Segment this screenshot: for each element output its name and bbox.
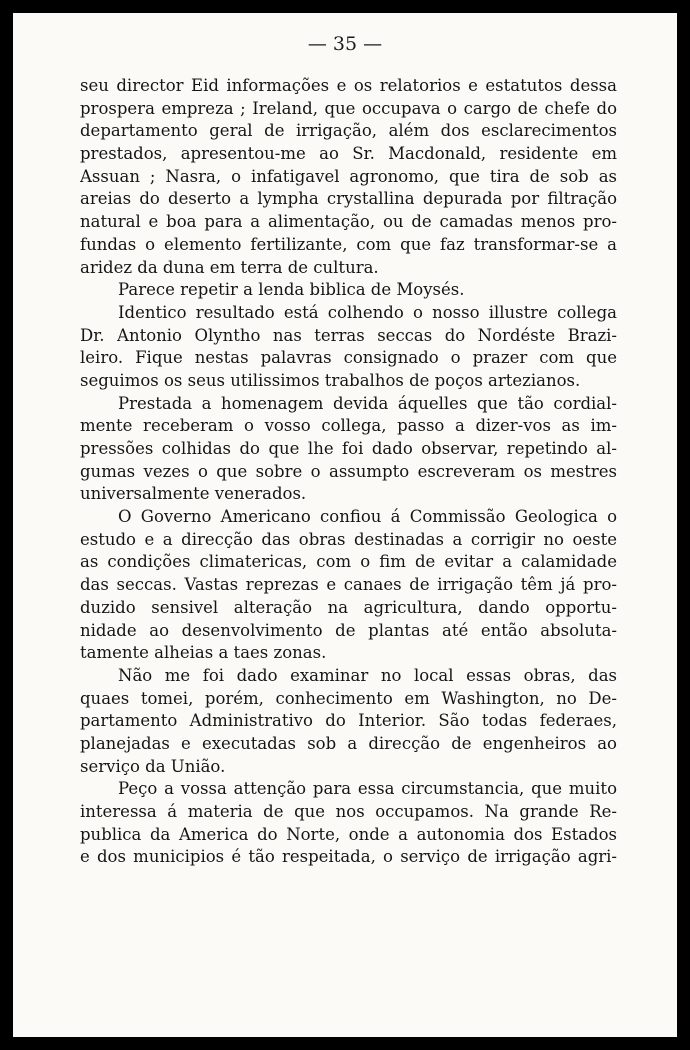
- book-page: [13, 13, 677, 1037]
- text-line: quaes tomei, porém, conhecimento em Washington, no De-: [80, 688, 617, 708]
- text-line: partamento Administrativo do Interior. São todas federaes,: [80, 711, 617, 731]
- text-line: Peço a vossa attenção para essa circumstancia, que muito: [118, 779, 617, 799]
- page-number: — 35 —: [307, 33, 383, 55]
- text-line: leiro. Fique nestas palavras consignado o prazer com que: [80, 348, 617, 368]
- text-line: mente receberam o vosso collega, passo a dizer-vos as im-: [80, 416, 617, 436]
- text-line: gumas vezes o que sobre o assumpto escreveram os mestres: [80, 461, 617, 481]
- text-line: nidade ao desenvolvimento de plantas até então absoluta-: [80, 620, 617, 640]
- text-line: O Governo Americano confiou á Commissão Geologica o: [118, 507, 617, 527]
- text-line: fundas o elemento fertilizante, com que faz transformar-se a: [80, 234, 617, 254]
- text-line: Parece repetir a lenda biblica de Moysés.: [118, 280, 465, 300]
- text-line: Prestada a homenagem devida áquelles que tão cordial-: [118, 393, 617, 413]
- text-line: estudo e a direcção das obras destinadas a corrigir no oeste: [80, 529, 617, 549]
- text-line: natural e boa para a alimentação, ou de camadas menos pro-: [80, 212, 617, 232]
- text-line: Assuan ; Nasra, o infatigavel agronomo, que tira de sob as: [80, 166, 617, 186]
- text-line: prospera empreza ; Ireland, que occupava o cargo de chefe do: [80, 98, 617, 118]
- text-line: duzido sensivel alteração na agricultura, dando opportu-: [80, 597, 617, 617]
- text-line: Identico resultado está colhendo o nosso illustre collega: [118, 302, 617, 322]
- text-line: tamente alheias a taes zonas.: [80, 643, 327, 663]
- text-line: as condições climatericas, com o fim de evitar a calamidade: [80, 552, 617, 572]
- text-line: planejadas e executadas sob a direcção de engenheiros ao: [80, 733, 617, 753]
- text-line: Dr. Antonio Olyntho nas terras seccas do Nordéste Brazi-: [80, 325, 617, 345]
- text-line: interessa á materia de que nos occupamos. Na grande Re-: [80, 802, 617, 821]
- text-line: serviço da União.: [80, 756, 226, 776]
- text-line: e dos municipios é tão respeitada, o serviço de irrigação agri-: [80, 847, 617, 867]
- body-text: [80, 75, 617, 869]
- text-line: seu director Eid informações e os relatorios e estatutos dessa: [80, 76, 617, 95]
- text-line: pressões colhidas do que lhe foi dado observar, repetindo al-: [80, 439, 617, 458]
- text-line: seguimos os seus utilissimos trabalhos de poços artezianos.: [80, 370, 581, 390]
- text-line: das seccas. Vastas reprezas e canaes de irrigação têm já pro-: [80, 575, 617, 595]
- text-line: universalmente venerados.: [80, 484, 307, 504]
- text-line: areias do deserto a lympha crystallina depurada por filtração: [80, 189, 617, 209]
- text-line: publica da America do Norte, onde a autonomia dos Estados: [80, 824, 617, 844]
- text-line: Não me foi dado examinar no local essas obras, das: [118, 665, 617, 685]
- text-line: aridez da duna em terra de cultura.: [80, 257, 379, 277]
- text-line: departamento geral de irrigação, além dos esclarecimentos: [80, 121, 617, 141]
- text-line: prestados, apresentou-me ao Sr. Macdonald, residente em: [80, 144, 617, 164]
